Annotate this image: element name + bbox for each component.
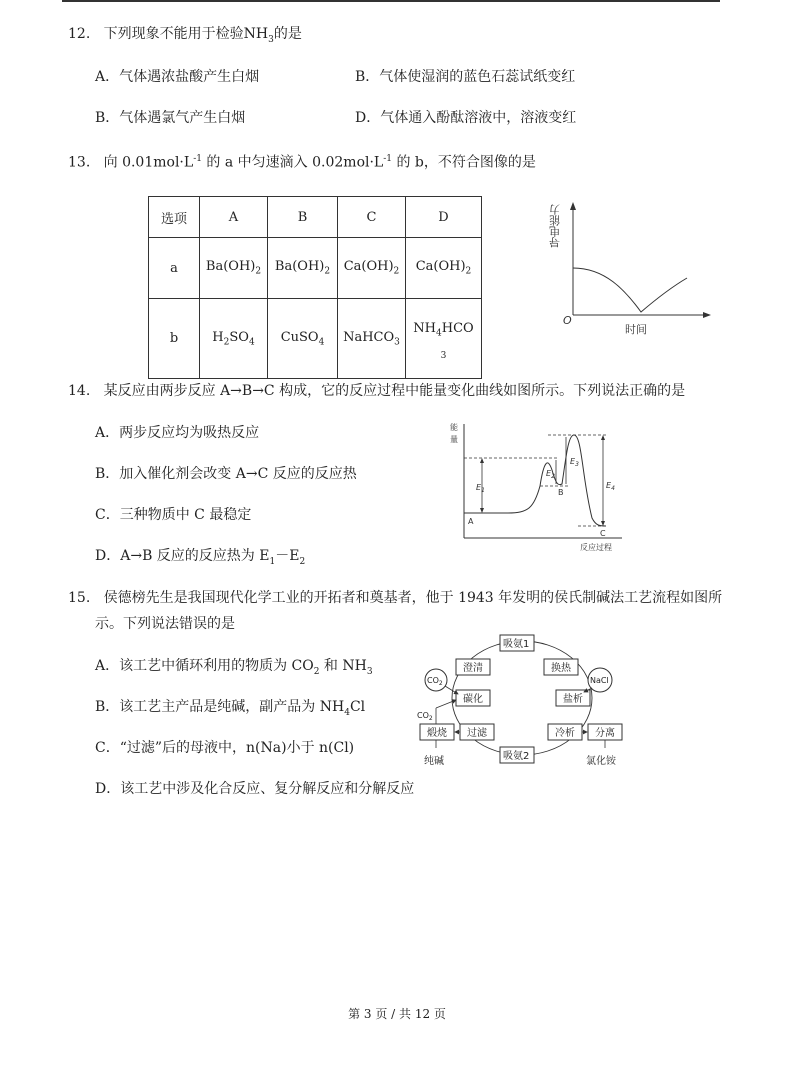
energy-curve bbox=[464, 435, 606, 526]
q15-stem-line1: 15. 侯德榜先生是我国现代化学工业的开拓者和奠基者，他于 1943 年发明的侯氏制碱法工艺流程如图所 bbox=[68, 590, 723, 606]
origin-label: O bbox=[563, 314, 572, 327]
q13-options-table bbox=[148, 196, 482, 379]
q15-option-c: C．“过滤”后的母液中，n(Na)小于 n(Cl) bbox=[95, 740, 355, 756]
table-cell: $NH_4HCO$ 3 bbox=[406, 299, 482, 379]
q15-option-b: B．该工艺主产品是纯碱，副产品为 $NH_4Cl$ bbox=[95, 699, 366, 718]
q14-option-a: A．两步反应均为吸热反应 bbox=[95, 425, 260, 441]
q15-stem-line2: 示。下列说法错误的是 bbox=[95, 616, 235, 632]
q12-option-a: A．气体遇浓盐酸产生白烟 bbox=[95, 69, 260, 85]
carbonize-label: 碳化 bbox=[463, 694, 483, 705]
separate-label: 分离 bbox=[595, 728, 615, 739]
e3-label: $E_3$ bbox=[570, 457, 579, 468]
q15-option-a: A．该工艺中循环利用的物质为 $CO_2$ 和 $NH_3$ bbox=[95, 658, 373, 677]
absorb1-label: 吸氨1 bbox=[503, 639, 530, 650]
top-rule bbox=[62, 0, 720, 2]
table-cell: $H_2SO_4$ bbox=[200, 299, 268, 379]
co2-circle-label: $CO_2$ bbox=[427, 676, 443, 687]
page-footer: 第 3 页 / 共 12 页 bbox=[348, 1007, 446, 1021]
y-axis-label-top: 能 bbox=[450, 423, 458, 432]
q12-stem: 12. 下列现象不能用于检验$NH_3$的是 bbox=[68, 26, 302, 45]
q13-stem: 13. 向 $0.01mol\cdot L^{-1}$ 的 a 中匀速滴入 $0.02mol\cdot L^{-1}$ 的 b，不符合图像的是 bbox=[68, 154, 536, 171]
calcine-label: 煅烧 bbox=[427, 728, 447, 739]
y-axis-arrow bbox=[570, 202, 576, 210]
e1-label: $E_1$ bbox=[476, 483, 485, 494]
table-header-cell: 选项 bbox=[149, 197, 200, 238]
x-axis-label: 时间 bbox=[625, 323, 647, 336]
table-header-cell: B bbox=[268, 197, 338, 238]
q15-process-diagram bbox=[414, 630, 630, 770]
table-cell: $Ca(OH)_2$ bbox=[338, 238, 406, 299]
nacl-label: NaCl bbox=[590, 676, 609, 685]
cool-label: 冷析 bbox=[555, 728, 575, 739]
point-a-label: A bbox=[468, 517, 474, 526]
nh4cl-output-label: 氯化铵 bbox=[586, 756, 616, 767]
point-c-label: C bbox=[600, 529, 606, 538]
y-axis-label: 导电能力 bbox=[548, 204, 562, 248]
table-header-cell: C bbox=[338, 197, 406, 238]
table-row-label: b bbox=[149, 299, 200, 379]
table-cell: NaHCO$_3$ bbox=[338, 299, 406, 379]
q12-option-d: D．气体通入酚酞溶液中，溶液变红 bbox=[355, 110, 577, 126]
absorb2-label: 吸氨2 bbox=[503, 751, 530, 762]
table-cell: $Ca(OH)_2$ bbox=[406, 238, 482, 299]
x-axis-arrow bbox=[703, 312, 711, 318]
x-axis-label: 反应过程 bbox=[580, 543, 612, 552]
q14-option-b: B．加入催化剂会改变 A→C 反应的反应热 bbox=[95, 466, 357, 482]
table-cell: CuSO$_4$ bbox=[268, 299, 338, 379]
q12-option-b: B．气体使湿润的蓝色石蕊试纸变红 bbox=[355, 69, 576, 85]
y-axis-label-bottom: 量 bbox=[450, 435, 458, 444]
q14-energy-diagram bbox=[448, 418, 628, 558]
q14-option-c: C．三种物质中 C 最稳定 bbox=[95, 507, 252, 523]
exchange-label: 换热 bbox=[551, 663, 571, 674]
co2-recycle-label: $CO_2$ bbox=[417, 711, 433, 722]
e2-label: $E_2$ bbox=[546, 469, 555, 480]
table-cell: $Ba(OH)_2$ bbox=[200, 238, 268, 299]
q14-stem: 14. 某反应由两步反应 A→B→C 构成，它的反应过程中能量变化曲线如图所示。下列说法正确的是 bbox=[68, 383, 686, 399]
point-b-label: B bbox=[558, 488, 564, 497]
soda-output-label: 纯碱 bbox=[424, 756, 444, 767]
table-header-cell: D bbox=[406, 197, 482, 238]
table-row-label: a bbox=[149, 238, 200, 299]
q15-option-d: D．该工艺中涉及化合反应、复分解反应和分解反应 bbox=[95, 781, 415, 797]
q13-conductivity-graph bbox=[535, 200, 715, 340]
filter-label: 过滤 bbox=[467, 728, 487, 739]
conductivity-curve bbox=[573, 268, 687, 312]
table-header-cell: A bbox=[200, 197, 268, 238]
clarify-label: 澄清 bbox=[463, 663, 483, 674]
q12-option-c: B．气体遇氯气产生白烟 bbox=[95, 110, 246, 126]
q14-option-d: D．A→B 反应的反应热为 $E_1-E_2$ bbox=[95, 548, 306, 567]
salt-out-label: 盐析 bbox=[563, 694, 583, 705]
table-cell: $Ba(OH)_2$ bbox=[268, 238, 338, 299]
e4-label: $E_4$ bbox=[606, 481, 615, 492]
